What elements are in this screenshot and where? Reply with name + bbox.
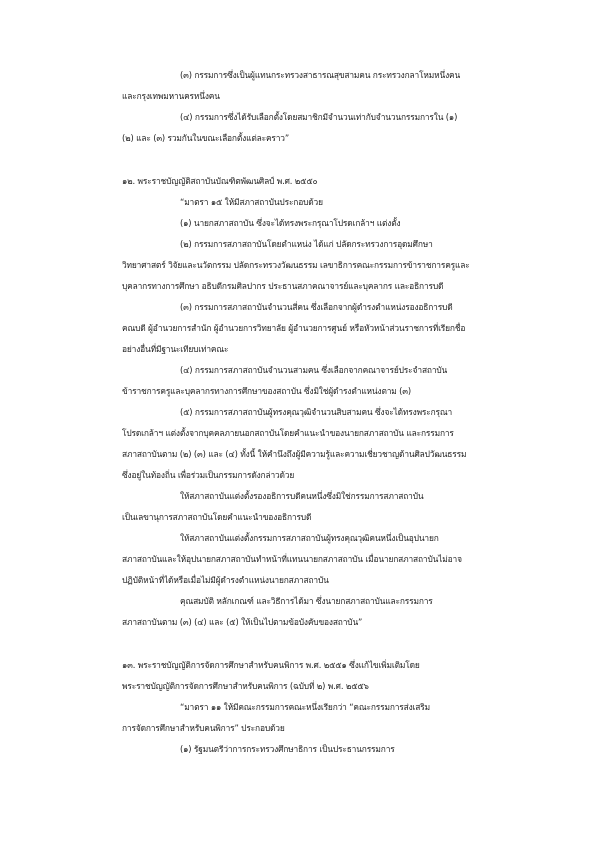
text-line: (๔) กรรมการซึ่งได้รับเลือกตั้งโดยสมาชิกมีจำนวนเท่ากับจำนวนกรรมการใน (๑)	[180, 112, 458, 122]
text-line: บุคลากรทางการศึกษา อธิบดีกรมศิลปากร ประธานสภาคณาจารย์และบุคลากร และอธิการบดี	[122, 281, 444, 291]
text-line: คุณสมบัติ หลักเกณฑ์ และวิธีการได้มา ซึ่งนายกสภาสถาบันและกรรมการ	[180, 596, 433, 606]
text-line: (๕) กรรมการสภาสถาบันผู้ทรงคุณวุฒิจำนวนสิบสามคน ซึ่งจะได้ทรงพระกรุณา	[180, 407, 453, 417]
text-line: ให้สภาสถาบันแต่งตั้งกรรมการสภาสถาบันผู้ทรงคุณวุฒิคนหนึ่งเป็นอุปนายก	[180, 533, 439, 543]
text-line: สภาสถาบันตาม (๒) (๓) และ (๔) ทั้งนี้ ให้คำนึงถึงผู้มีความรู้และความเชี่ยวชาญด้านศิลปวัฒนธรรม	[122, 449, 467, 459]
text-line: คณบดี ผู้อำนวยการสำนัก ผู้อำนวยการวิทยาลัย ผู้อำนวยการศูนย์ หรือหัวหน้าส่วนราชการที่เรียกชื่อ	[122, 323, 466, 333]
section-heading: ๑๓. พระราชบัญญัติการจัดการศึกษาสำหรับคนพิการ พ.ศ. ๒๕๕๑ ซึ่งแก้ไขเพิ่มเติมโดย	[122, 660, 420, 670]
text-line: ซึ่งอยู่ในท้องถิ่น เพื่อร่วมเป็นกรรมการดังกล่าวด้วย	[122, 470, 295, 480]
text-line: สภาสถาบันตาม (๓) (๔) และ (๕) ให้เป็นไปตามข้อบังคับของสถาบัน”	[122, 617, 363, 627]
text-line: (๔) กรรมการสภาสถาบันจำนวนสามคน ซึ่งเลือกจากคณาจารย์ประจำสถาบัน	[180, 365, 448, 375]
text-line: (๓) กรรมการสภาสถาบันจำนวนสี่คน ซึ่งเลือกจากผู้ดำรงตำแหน่งรองอธิการบดี	[180, 302, 453, 312]
text-line: ให้สภาสถาบันแต่งตั้งรองอธิการบดีคนหนึ่งซึ่งมิใช่กรรมการสภาสถาบัน	[180, 491, 424, 501]
text-line: เป็นเลขานุการสภาสถาบันโดยคำแนะนำของอธิการบดี	[122, 512, 312, 522]
text-line: (๑) นายกสภาสถาบัน ซึ่งจะได้ทรงพระกรุณาโปรดเกล้าฯ แต่งตั้ง	[180, 218, 401, 228]
text-line: วิทยาศาสตร์ วิจัยและนวัตกรรม ปลัดกระทรวงวัฒนธรรม เลขาธิการคณะกรรมการข้าราชการครูและ	[122, 260, 470, 270]
text-line: และกรุงเทพมหานครหนึ่งคน	[122, 91, 220, 101]
text-line: “มาตรา ๑๕ ให้มีสภาสถาบันประกอบด้วย	[180, 197, 323, 207]
text-line: อย่างอื่นที่มีฐานะเทียบเท่าคณะ	[122, 344, 229, 354]
section-heading: ๑๒. พระราชบัญญัติสถาบันบัณฑิตพัฒนศิลป์ พ.ศ. ๒๕๕๐	[122, 176, 318, 186]
text-line: ข้าราชการครูและบุคลากรทางการศึกษาของสถาบัน ซึ่งมิใช่ผู้ดำรงตำแหน่งตาม (๓)	[122, 386, 411, 396]
text-line: “มาตรา ๑๑ ให้มีคณะกรรมการคณะหนึ่งเรียกว่า “คณะกรรมการส่งเสริม	[180, 702, 430, 712]
text-line: โปรดเกล้าฯ แต่งตั้งจากบุคคลภายนอกสถาบันโดยคำแนะนำของนายกสภาสถาบัน และกรรมการ	[122, 428, 454, 438]
text-line: (๒) กรรมการสภาสถาบันโดยตำแหน่ง ได้แก่ ปลัดกระทรวงการอุดมศึกษา	[180, 239, 433, 249]
text-line: (๒) และ (๓) รวมกันในขณะเลือกตั้งแต่ละคราว”	[122, 133, 290, 143]
text-line: (๑) รัฐมนตรีว่าการกระทรวงศึกษาธิการ เป็นประธานกรรมการ	[180, 744, 395, 754]
text-line: การจัดการศึกษาสำหรับคนพิการ” ประกอบด้วย	[122, 723, 285, 733]
text-line: สภาสถาบันและให้อุปนายกสภาสถาบันทำหน้าที่แทนนายกสภาสถาบัน เมื่อนายกสภาสถาบันไม่อาจ	[122, 554, 462, 564]
text-line: (๓) กรรมการซึ่งเป็นผู้แทนกระทรวงสาธารณสุขสามคน กระทรวงกลาโหมหนึ่งคน	[180, 70, 461, 80]
text-line: ปฏิบัติหน้าที่ได้หรือเมื่อไม่มีผู้ดำรงตำแหน่งนายกสภาสถาบัน	[122, 575, 329, 585]
text-line: พระราชบัญญัติการจัดการศึกษาสำหรับคนพิการ (ฉบับที่ ๒) พ.ศ. ๒๕๕๖	[122, 681, 369, 691]
